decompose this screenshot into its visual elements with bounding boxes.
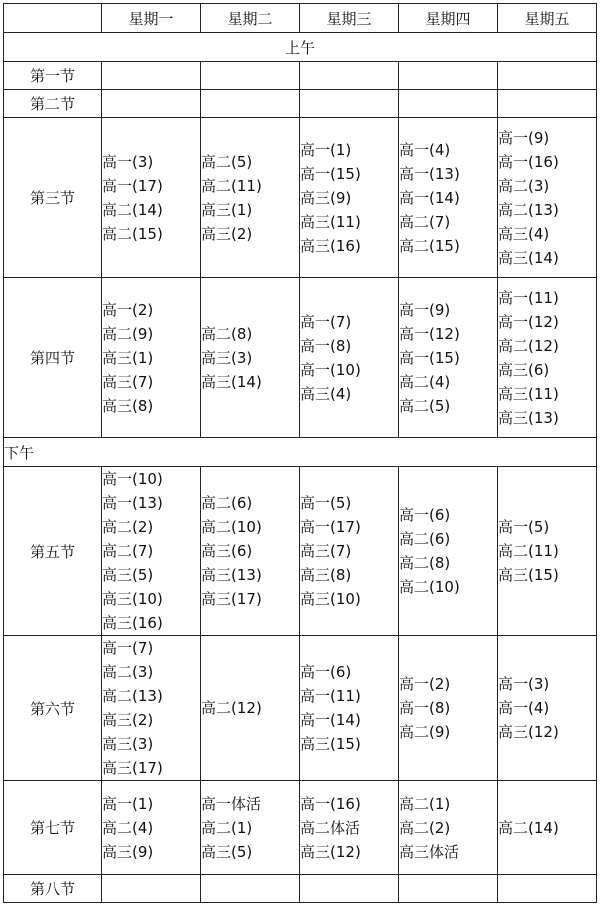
schedule-cell bbox=[498, 62, 597, 90]
class-entry: 高一(8) bbox=[300, 336, 352, 355]
day-header-tuesday: 星期二 bbox=[201, 4, 300, 33]
class-entry: 高一(17) bbox=[102, 176, 163, 195]
day-header-thursday: 星期四 bbox=[399, 4, 498, 33]
period-row bbox=[4, 118, 597, 278]
schedule-cell bbox=[102, 118, 201, 278]
schedule-cell bbox=[399, 278, 498, 438]
schedule-cell bbox=[201, 781, 300, 875]
schedule-cell bbox=[399, 62, 498, 90]
class-entry: 高一(12) bbox=[399, 324, 460, 343]
class-entry: 高一(1) bbox=[102, 794, 154, 813]
schedule-cell bbox=[300, 875, 399, 903]
schedule-cell bbox=[300, 781, 399, 875]
period-label: 第一节 bbox=[4, 62, 102, 90]
schedule-cell bbox=[498, 90, 597, 118]
schedule-cell bbox=[498, 278, 597, 438]
class-entry: 高二(14) bbox=[102, 200, 163, 219]
class-entry: 高二(7) bbox=[102, 542, 154, 560]
class-entry: 高三(16) bbox=[300, 236, 361, 255]
class-entry: 高三(4) bbox=[498, 224, 550, 243]
schedule-cell bbox=[300, 636, 399, 781]
class-entry: 高三(14) bbox=[201, 372, 262, 391]
class-entry: 高一(3) bbox=[102, 152, 154, 171]
period-label: 第三节 bbox=[4, 118, 102, 278]
class-entry: 高一(14) bbox=[300, 711, 361, 729]
class-entry: 高二(9) bbox=[102, 324, 154, 343]
class-entry: 高一(2) bbox=[102, 300, 154, 319]
class-entry: 高三(15) bbox=[498, 566, 559, 584]
schedule-cell bbox=[399, 636, 498, 781]
class-entry: 高二(1) bbox=[201, 818, 253, 837]
morning-section-row bbox=[4, 33, 597, 62]
class-entry: 高二(5) bbox=[201, 152, 253, 171]
schedule-cell bbox=[399, 90, 498, 118]
class-entry: 高三(5) bbox=[201, 842, 253, 861]
class-entry: 高三(13) bbox=[201, 566, 262, 584]
class-entry: 高一(9) bbox=[399, 300, 451, 319]
class-entry: 高一(3) bbox=[498, 675, 550, 693]
schedule-cell bbox=[201, 90, 300, 118]
class-entry: 高一(6) bbox=[300, 663, 352, 681]
period-row bbox=[4, 278, 597, 438]
class-entry: 高一(5) bbox=[300, 494, 352, 512]
class-entry: 高一(13) bbox=[102, 494, 163, 512]
period-row bbox=[4, 636, 597, 781]
class-entry: 高一(6) bbox=[399, 506, 451, 524]
class-entry: 高三(11) bbox=[300, 212, 361, 231]
class-entry: 高三(2) bbox=[201, 224, 253, 243]
class-entry: 高一(7) bbox=[300, 312, 352, 331]
period-label: 第七节 bbox=[4, 781, 102, 875]
class-entry: 高三(1) bbox=[102, 348, 154, 367]
schedule-cell bbox=[201, 118, 300, 278]
class-entry: 高三(5) bbox=[102, 566, 154, 584]
class-entry: 高二(8) bbox=[201, 324, 253, 343]
class-entry: 高一(1) bbox=[300, 140, 352, 159]
class-entry: 高二(4) bbox=[399, 372, 451, 391]
class-entry: 高三(9) bbox=[102, 842, 154, 861]
class-entry: 高一(12) bbox=[498, 312, 559, 331]
class-entry: 高二(14) bbox=[498, 818, 559, 837]
class-entry: 高二(3) bbox=[498, 176, 550, 195]
class-entry: 高二(10) bbox=[201, 518, 262, 536]
schedule-cell bbox=[498, 875, 597, 903]
schedule-cell bbox=[102, 467, 201, 636]
schedule-cell bbox=[102, 278, 201, 438]
class-entry: 高三(3) bbox=[102, 735, 154, 753]
afternoon-section-label: 下午 bbox=[4, 438, 597, 467]
class-entry: 高三(12) bbox=[300, 842, 361, 861]
class-entry: 高一(16) bbox=[498, 152, 559, 171]
class-entry: 高三(11) bbox=[498, 384, 559, 403]
period-row bbox=[4, 467, 597, 636]
class-entry: 高三(6) bbox=[498, 360, 550, 379]
class-entry: 高三(10) bbox=[300, 590, 361, 608]
class-entry: 高三(15) bbox=[300, 735, 361, 753]
class-entry: 高二(15) bbox=[102, 224, 163, 243]
class-entry: 高二(7) bbox=[399, 212, 451, 231]
day-header-friday: 星期五 bbox=[498, 4, 597, 33]
class-entry: 高一(8) bbox=[399, 699, 451, 717]
class-entry: 高三(6) bbox=[201, 542, 253, 560]
schedule-cell bbox=[102, 781, 201, 875]
class-entry: 高一(13) bbox=[399, 164, 460, 183]
schedule-cell bbox=[399, 875, 498, 903]
class-entry: 高三(12) bbox=[498, 723, 559, 741]
class-entry: 高一(4) bbox=[498, 699, 550, 717]
schedule-cell bbox=[399, 781, 498, 875]
schedule-cell bbox=[399, 118, 498, 278]
day-header-monday: 星期一 bbox=[102, 4, 201, 33]
morning-section-label: 上午 bbox=[4, 33, 597, 62]
class-entry: 高三(14) bbox=[498, 248, 559, 267]
class-entry: 高一(15) bbox=[399, 348, 460, 367]
schedule-cell bbox=[498, 118, 597, 278]
schedule-cell bbox=[399, 467, 498, 636]
class-entry: 高二(12) bbox=[201, 699, 262, 717]
class-entry: 高二体活 bbox=[300, 818, 361, 837]
class-entry: 高一(2) bbox=[399, 675, 451, 693]
class-entry: 高二(6) bbox=[201, 494, 253, 512]
class-entry: 高一(11) bbox=[498, 288, 559, 307]
period-label: 第二节 bbox=[4, 90, 102, 118]
class-entry: 高三(3) bbox=[201, 348, 253, 367]
class-entry: 高一(11) bbox=[300, 687, 361, 705]
class-entry: 高三(17) bbox=[102, 759, 163, 777]
class-entry: 高一(15) bbox=[300, 164, 361, 183]
class-entry: 高二(12) bbox=[498, 336, 559, 355]
period-label: 第六节 bbox=[4, 636, 102, 781]
header-row bbox=[4, 4, 597, 33]
period-label: 第八节 bbox=[4, 875, 102, 903]
schedule-cell bbox=[300, 62, 399, 90]
class-entry: 高二(2) bbox=[399, 818, 451, 837]
class-entry: 高三(17) bbox=[201, 590, 262, 608]
class-entry: 高二(11) bbox=[498, 542, 559, 560]
schedule-cell bbox=[498, 636, 597, 781]
schedule-cell bbox=[201, 62, 300, 90]
class-entry: 高三(13) bbox=[498, 408, 559, 427]
day-header-wednesday: 星期三 bbox=[300, 4, 399, 33]
period-label: 第五节 bbox=[4, 467, 102, 636]
schedule-cell bbox=[300, 118, 399, 278]
class-entry: 高三(4) bbox=[300, 384, 352, 403]
class-entry: 高一(10) bbox=[300, 360, 361, 379]
class-entry: 高二(13) bbox=[498, 200, 559, 219]
schedule-cell bbox=[300, 467, 399, 636]
class-schedule-table bbox=[3, 3, 597, 903]
class-entry: 高三(16) bbox=[102, 614, 163, 632]
class-entry: 高三(7) bbox=[102, 372, 154, 391]
class-entry: 高二(3) bbox=[102, 663, 154, 681]
schedule-cell bbox=[201, 875, 300, 903]
schedule-cell bbox=[498, 467, 597, 636]
class-entry: 高一(10) bbox=[102, 470, 163, 488]
class-entry: 高二(8) bbox=[399, 554, 451, 572]
schedule-cell bbox=[201, 636, 300, 781]
class-entry: 高二(1) bbox=[399, 794, 451, 813]
class-entry: 高二(5) bbox=[399, 396, 451, 415]
class-entry: 高一(7) bbox=[102, 639, 154, 657]
class-entry: 高二(9) bbox=[399, 723, 451, 741]
class-entry: 高一(5) bbox=[498, 518, 550, 536]
schedule-cell bbox=[300, 90, 399, 118]
period-row bbox=[4, 90, 597, 118]
class-entry: 高二(15) bbox=[399, 236, 460, 255]
schedule-cell bbox=[102, 90, 201, 118]
class-entry: 高一(4) bbox=[399, 140, 451, 159]
class-entry: 高三(2) bbox=[102, 711, 154, 729]
period-row bbox=[4, 781, 597, 875]
class-entry: 高二(6) bbox=[399, 530, 451, 548]
schedule-cell bbox=[102, 62, 201, 90]
class-entry: 高二(11) bbox=[201, 176, 262, 195]
class-entry: 高三体活 bbox=[399, 842, 460, 861]
afternoon-section-row bbox=[4, 438, 597, 467]
class-entry: 高二(2) bbox=[102, 518, 154, 536]
class-entry: 高一(17) bbox=[300, 518, 361, 536]
schedule-body bbox=[4, 33, 597, 903]
class-entry: 高三(7) bbox=[300, 542, 352, 560]
class-entry: 高三(1) bbox=[201, 200, 253, 219]
schedule-cell bbox=[201, 278, 300, 438]
period-label: 第四节 bbox=[4, 278, 102, 438]
schedule-cell bbox=[300, 278, 399, 438]
class-entry: 高三(8) bbox=[300, 566, 352, 584]
class-entry: 高一(9) bbox=[498, 128, 550, 147]
schedule-cell bbox=[498, 781, 597, 875]
schedule-cell bbox=[102, 875, 201, 903]
class-entry: 高一体活 bbox=[201, 794, 262, 813]
period-row bbox=[4, 875, 597, 903]
class-entry: 高三(9) bbox=[300, 188, 352, 207]
corner-cell bbox=[4, 4, 102, 33]
class-entry: 高三(10) bbox=[102, 590, 163, 608]
class-entry: 高一(14) bbox=[399, 188, 460, 207]
class-entry: 高二(13) bbox=[102, 687, 163, 705]
period-row bbox=[4, 62, 597, 90]
schedule-cell bbox=[102, 636, 201, 781]
class-entry: 高二(10) bbox=[399, 578, 460, 596]
class-entry: 高一(16) bbox=[300, 794, 361, 813]
schedule-cell bbox=[201, 467, 300, 636]
class-entry: 高二(4) bbox=[102, 818, 154, 837]
class-entry: 高三(8) bbox=[102, 396, 154, 415]
